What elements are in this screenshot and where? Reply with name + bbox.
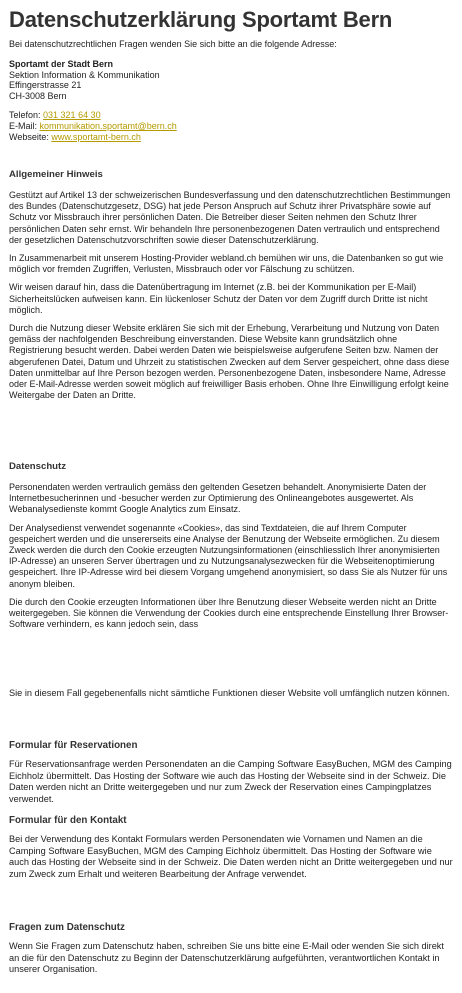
phone-line (9, 110, 453, 121)
section-questions (9, 922, 453, 976)
section-general (9, 169, 453, 401)
reservations-paragraph: Für Reservationsanfrage werden Personendaten an die Camping Software EasyBuchen, MGM des Camping Eichholz übermittelt. Das Hosting der Software wie auch das Hosting der Webseite sind in der Schweiz. Die Daten werden nicht an Dritte weitergegeben und nur zum Zweck der Reservation eines Campingplatzes verwendet. (9, 759, 452, 804)
general-paragraph-3: Wir weisen darauf hin, dass die Datenübertragung im Internet (z.B. bei der Kommunikation per E-Mail) Sicherheitslücken aufweisen kann. Ein lückenloser Schutz der Daten vor dem Zugriff durch Dritte ist nicht möglich. (9, 282, 428, 315)
questions-paragraph: Wenn Sie Fragen zum Datenschutz haben, schreiben Sie uns bitte eine E-Mail oder wenden Sie sich direkt an die für den Datenschutz zu Beginn der Datenschutzerklärung aufgeführten, verantwortlichen Kontakt in unserer Organisation. (9, 941, 444, 975)
general-heading: Allgemeiner Hinweis (9, 169, 103, 180)
general-paragraph-4: Durch die Nutzung dieser Website erklären Sie sich mit der Erhebung, Verarbeitung und Nutzung von Daten gemäss der nachfolgenden Beschreibung einverstanden. Diese Website kann grundsätzlich ohne Registrierung besucht werden. Dabei werden Daten wie beispielsweise aufgerufene Seiten bzw. Namen der abgerufenen Datei, Datum und Uhrzeit zu statistischen Zwecken auf dem Server gespeichert, ohne dass diese Daten unmittelbar auf Ihre Person bezogen werden. Personenbezogene Daten, insbesondere Name, Adresse oder E-Mail-Adresse werden soweit möglich auf freiwilliger Basis erhoben. Ohne Ihre Einwilligung erfolgt keine Weitergabe der Daten an Dritte. (9, 323, 450, 401)
web-link[interactable]: www.sportamt-bern.ch (51, 131, 141, 142)
page-title: Datenschutzerklärung Sportamt Bern (9, 7, 393, 32)
general-paragraph-2: In Zusammenarbeit mit unserem Hosting-Provider webland.ch bemühen wir uns, die Datenbanken so gut wie möglich vor fremden Zugriffen, Verlusten, Missbrauch oder vor Fälschung zu schützen. (9, 253, 444, 275)
address-org: Sportamt der Stadt Bern (9, 59, 114, 69)
contact-paragraph: Bei der Verwendung des Kontakt Formulars werden Personendaten wie Vornamen und Namen an die Camping Software EasyBuchen, MGM des Camping Eichholz übermittelt. Das Hosting der Software wie auch das Hosting der Webseite sind in der Schweiz. Die Daten werden nicht an Dritte weitergegeben und nur zum Zweck zum Erhalt und weiteren Bearbeitung der Anfrage verwendet. (9, 834, 453, 879)
section-privacy (9, 461, 453, 630)
contact-address (9, 59, 453, 142)
reservations-heading: Formular für Reservationen (9, 740, 138, 751)
address-dept: Sektion Information & Kommunikation (9, 69, 160, 80)
contact-heading: Formular für den Kontakt (9, 815, 127, 826)
web-label: Webseite: (9, 131, 52, 142)
privacy-paragraph-2: Der Analysedienst verwendet sogenannte «Cookies», das sind Textdateien, die auf Ihrem Computer gespeichert werden und die unsererseits eine Analyse der Benutzung der Webseite ermöglichen. Zu diesem Zweck werden die durch den Cookie erzeugten Nutzungsinformationen (einschliesslich Ihrer anonymisierten IP-Adresse) an unseren Server übertragen und zu Nutzungsanalysezwecken für die Webseitenoptimierung gespeichert. Ihre IP-Adresse wird bei diesem Vorgang umgehend anonymisiert, so dass Sie als Nutzer für uns anonym bleiben. (9, 522, 448, 589)
questions-heading: Fragen zum Datenschutz (9, 922, 125, 933)
section-contact (9, 815, 453, 880)
general-paragraph-1: Gestützt auf Artikel 13 der schweizerischen Bundesverfassung und den datenschutzrechtlichen Bestimmungen des Bundes (Datenschutzgesetz, DSG) hat jede Person Anspruch auf Schutz ihrer Privatsphäre sowie auf Schutz vor Missbrauch ihrer persönlichen Daten. Die Betreiber dieser Seiten nehmen den Schutz Ihrer persönlichen Daten sehr ernst. Wir behandeln Ihre personenbezogenen Daten vertraulich und entsprechend der gesetzlichen Datenschutzvorschriften sowie dieser Datenschutzerklärung. (9, 190, 451, 245)
section-reservations (9, 740, 453, 805)
phone-link[interactable]: 031 321 64 30 (43, 110, 101, 121)
email-link[interactable]: kommunikation.sportamt@bern.ch (39, 120, 177, 131)
address-street: Effingerstrasse 21 (9, 80, 82, 91)
privacy-paragraph-3: Die durch den Cookie erzeugten Informationen über Ihre Benutzung dieser Webseite werden nicht an Dritte weitergegeben. Sie können die Verwendung der Cookies durch eine entsprechende Einstellung Ihrer Browser-Software verhindern, es kann jedoch sein, dass (9, 596, 449, 630)
intro-text: Bei datenschutzrechtlichen Fragen wenden Sie sich bitte an die folgende Adresse: (9, 39, 337, 49)
web-line (9, 132, 453, 143)
privacy-paragraph-1: Personendaten werden vertraulich gemäss den geltenden Gesetzen behandelt. Anonymisierte Daten der Internetbesucherinnen und -besucher werden zur Optimierung des Onlineangebotes ausgewertet. Als Webanalysedienste kommt Google Analytics zum Einsatz. (9, 482, 427, 515)
address-city: CH-3008 Bern (9, 90, 67, 101)
phone-label: Telefon: (9, 110, 44, 121)
privacy-paragraph-4: Sie in diesem Fall gegebenenfalls nicht sämtliche Funktionen dieser Website voll umfänglich nutzen können. (9, 688, 450, 698)
email-label: E-Mail: (9, 120, 40, 131)
privacy-continuation (9, 688, 453, 700)
email-line (9, 121, 453, 132)
privacy-heading: Datenschutz (9, 461, 67, 472)
page-header (9, 7, 453, 50)
